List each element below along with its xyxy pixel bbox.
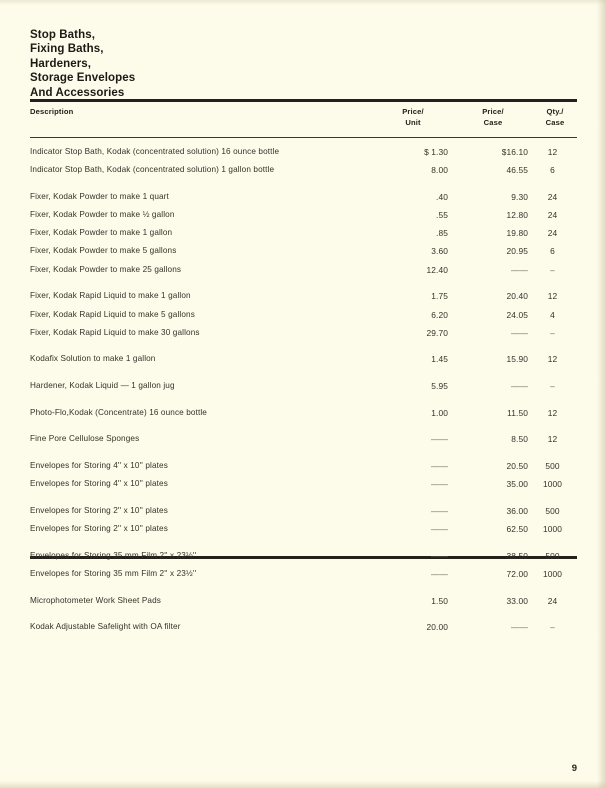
table-row bbox=[30, 569, 577, 587]
cell-qty-case: 500 bbox=[545, 461, 560, 472]
cell-description: Envelopes for Storing 35 mm Film 2'' x 23½'' bbox=[30, 569, 197, 579]
table-row bbox=[30, 596, 577, 614]
table-row bbox=[30, 551, 577, 569]
cell-description: Fixer, Kodak Powder to make 1 quart bbox=[30, 191, 169, 201]
table-row bbox=[30, 265, 577, 283]
page-title-line-4: Storage Envelopes bbox=[30, 72, 136, 85]
cell-qty-case: 1000 bbox=[542, 524, 563, 535]
table-row bbox=[30, 408, 577, 426]
table-row bbox=[30, 461, 577, 479]
cell-description: Fine Pore Cellulose Sponges bbox=[30, 434, 140, 444]
cell-price-case: 72.00 bbox=[506, 569, 528, 580]
cell-price-unit: 1.75 bbox=[431, 291, 448, 302]
header-rule-bottom bbox=[30, 137, 577, 138]
cell-qty-case: 24 bbox=[547, 228, 558, 239]
column-header-price-case-line1: Price/ bbox=[482, 107, 504, 116]
cell-qty-case: 500 bbox=[545, 506, 560, 516]
column-header-price-unit-line2: Unit bbox=[405, 117, 421, 127]
cell-qty-case: 1000 bbox=[542, 479, 563, 490]
cell-qty-case: 6 bbox=[550, 246, 555, 257]
table-row bbox=[30, 165, 577, 183]
cell-price-unit: —— bbox=[431, 461, 448, 472]
cell-price-unit: —— bbox=[431, 506, 448, 516]
cell-price-unit: 5.95 bbox=[431, 381, 448, 392]
column-header-price-case-line2: Case bbox=[483, 117, 503, 127]
cell-price-case: 20.40 bbox=[506, 291, 528, 302]
cell-qty-case: – bbox=[550, 327, 555, 338]
cell-price-unit: 1.50 bbox=[431, 595, 448, 606]
cell-qty-case: 24 bbox=[547, 595, 558, 606]
column-header-price-unit bbox=[378, 107, 448, 128]
cell-price-case: 24.05 bbox=[506, 309, 528, 320]
cell-description: Fixer, Kodak Rapid Liquid to make 30 gallons bbox=[30, 327, 200, 337]
cell-price-case: 15.90 bbox=[506, 354, 528, 365]
page-title-line-3: Hardeners, bbox=[30, 57, 92, 70]
cell-price-case: 35.00 bbox=[506, 479, 528, 490]
cell-description: Kodak Adjustable Safelight with OA filter bbox=[30, 622, 181, 632]
cell-price-unit: 6.20 bbox=[431, 309, 448, 320]
cell-description: Fixer, Kodak Powder to make 25 gallons bbox=[30, 264, 182, 274]
cell-qty-case: – bbox=[550, 264, 555, 275]
table-row bbox=[30, 434, 577, 452]
cell-description: Envelopes for Storing 4'' x 10'' plates bbox=[30, 479, 168, 489]
cell-price-case: 38.50 bbox=[506, 550, 528, 561]
cell-qty-case: 12 bbox=[547, 291, 558, 302]
cell-price-unit: —— bbox=[431, 569, 448, 580]
cell-price-case: 46.55 bbox=[506, 165, 528, 176]
cell-price-case: 62.50 bbox=[506, 524, 528, 535]
cell-price-case: —— bbox=[511, 622, 528, 633]
cell-description: Fixer, Kodak Powder to make 1 gallon bbox=[30, 228, 173, 238]
cell-qty-case: 12 bbox=[547, 354, 558, 365]
cell-price-case: 33.00 bbox=[506, 595, 528, 606]
cell-price-unit: .55 bbox=[436, 210, 448, 221]
cell-price-unit: —— bbox=[431, 479, 448, 490]
table-row bbox=[30, 506, 577, 524]
cell-price-case: 19.80 bbox=[506, 228, 528, 239]
cell-description: Envelopes for Storing 35 mm Film 2'' x 23½'' bbox=[30, 550, 197, 560]
cell-price-unit: —— bbox=[431, 550, 448, 561]
cell-price-case: 9.30 bbox=[511, 191, 528, 202]
column-header-qty-case-line2: Case bbox=[545, 117, 565, 127]
cell-description: Indicator Stop Bath, Kodak (concentrated solution) 1 gallon bottle bbox=[30, 165, 275, 175]
cell-description: Envelopes for Storing 2'' x 10'' plates bbox=[30, 506, 168, 515]
paper-edge-bottom-shading bbox=[0, 781, 606, 788]
column-header-qty-case-line1: Qty./ bbox=[546, 107, 564, 116]
cell-description: Fixer, Kodak Rapid Liquid to make 1 gallon bbox=[30, 291, 191, 301]
cell-price-case: 11.50 bbox=[507, 407, 528, 418]
page-title bbox=[30, 28, 135, 100]
cell-price-unit: .85 bbox=[436, 228, 448, 239]
paper-edge-right-shading bbox=[597, 0, 606, 788]
column-header-description: Description bbox=[30, 107, 74, 116]
cell-price-unit: 1.00 bbox=[431, 407, 448, 418]
cell-qty-case: 12 bbox=[547, 407, 558, 418]
cell-price-unit: 29.70 bbox=[426, 327, 448, 338]
table-row bbox=[30, 210, 577, 228]
cell-qty-case: 12 bbox=[547, 147, 558, 157]
table-row bbox=[30, 291, 577, 309]
page-title-line-5: And Accessories bbox=[30, 86, 125, 99]
cell-description: Microphotometer Work Sheet Pads bbox=[30, 595, 161, 605]
cell-price-unit: —— bbox=[431, 524, 448, 535]
cell-price-case: 36.00 bbox=[506, 506, 528, 516]
table-row bbox=[30, 381, 577, 399]
cell-price-unit: 12.40 bbox=[426, 264, 448, 275]
cell-description: Fixer, Kodak Powder to make 5 gallons bbox=[30, 246, 177, 256]
table-row bbox=[30, 147, 577, 165]
cell-price-case: 20.50 bbox=[506, 461, 528, 472]
page-number: 9 bbox=[571, 763, 577, 774]
cell-price-case: $16.10 bbox=[501, 147, 528, 157]
cell-price-case: —— bbox=[511, 381, 528, 392]
cell-description: Envelopes for Storing 4'' x 10'' plates bbox=[30, 461, 168, 471]
cell-qty-case: – bbox=[550, 381, 555, 392]
cell-price-unit: .40 bbox=[436, 191, 448, 202]
cell-description: Photo-Flo,Kodak (Concentrate) 16 ounce bottle bbox=[30, 407, 207, 417]
table-row bbox=[30, 354, 577, 372]
table-row bbox=[30, 622, 577, 640]
cell-price-unit: 20.00 bbox=[426, 622, 448, 633]
cell-price-case: 20.95 bbox=[506, 246, 528, 257]
cell-price-case: 12.80 bbox=[506, 210, 528, 221]
paper-edge-top-shading bbox=[0, 0, 606, 5]
column-header-qty-case bbox=[533, 107, 577, 128]
cell-qty-case: 6 bbox=[550, 165, 555, 176]
cell-price-unit: 3.60 bbox=[431, 246, 448, 257]
table-row bbox=[30, 192, 577, 210]
cell-qty-case: 24 bbox=[547, 191, 558, 202]
column-header-price-case bbox=[458, 107, 528, 128]
table-row bbox=[30, 524, 577, 542]
page-title-line-2: Fixing Baths, bbox=[30, 43, 104, 56]
cell-qty-case: 1000 bbox=[542, 569, 563, 580]
table-row bbox=[30, 246, 577, 264]
cell-qty-case: 24 bbox=[547, 210, 558, 221]
cell-description: Kodafix Solution to make 1 gallon bbox=[30, 354, 156, 364]
table-row bbox=[30, 310, 577, 328]
cell-price-case: —— bbox=[511, 327, 528, 338]
page-title-line-1: Stop Baths, bbox=[30, 29, 95, 41]
cell-description: Fixer, Kodak Powder to make ½ gallon bbox=[30, 210, 175, 220]
cell-description: Indicator Stop Bath, Kodak (concentrated solution) 16 ounce bottle bbox=[30, 147, 280, 156]
cell-price-case: 8.50 bbox=[511, 434, 528, 445]
cell-price-unit: —— bbox=[431, 434, 448, 445]
cell-description: Fixer, Kodak Rapid Liquid to make 5 gallons bbox=[30, 309, 195, 319]
cell-qty-case: 12 bbox=[547, 434, 558, 445]
column-header-price-unit-line1: Price/ bbox=[402, 107, 424, 116]
cell-description: Envelopes for Storing 2'' x 10'' plates bbox=[30, 524, 168, 534]
cell-price-unit: 8.00 bbox=[431, 165, 448, 176]
cell-qty-case: 500 bbox=[545, 550, 560, 561]
table-row bbox=[30, 228, 577, 246]
table-body bbox=[30, 147, 577, 641]
cell-price-unit: $ 1.30 bbox=[424, 147, 448, 157]
cell-price-case: —— bbox=[511, 264, 528, 275]
table-row bbox=[30, 479, 577, 497]
cell-qty-case: 4 bbox=[550, 309, 555, 320]
cell-price-unit: 1.45 bbox=[431, 354, 448, 365]
cell-description: Hardener, Kodak Liquid — 1 gallon jug bbox=[30, 381, 175, 391]
cell-qty-case: – bbox=[550, 622, 555, 633]
table-row bbox=[30, 328, 577, 346]
header-rule-top bbox=[30, 99, 577, 102]
